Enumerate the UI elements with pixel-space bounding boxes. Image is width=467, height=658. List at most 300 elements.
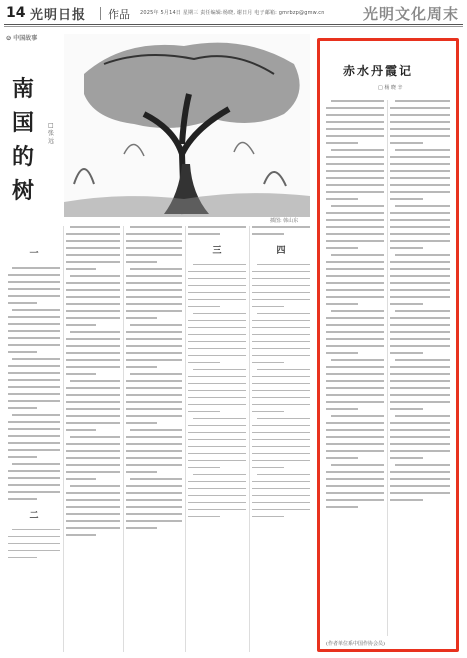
text-line — [331, 415, 384, 417]
text-line — [390, 331, 450, 333]
text-line — [126, 485, 182, 487]
text-line — [326, 394, 384, 396]
text-line — [331, 149, 384, 151]
text-line — [8, 330, 60, 332]
text-line — [126, 289, 182, 291]
text-line — [252, 306, 284, 308]
text-line — [188, 334, 246, 336]
text-line — [390, 226, 450, 228]
text-line — [188, 411, 220, 413]
text-line — [252, 348, 310, 350]
text-line — [390, 247, 423, 249]
text-line — [252, 411, 284, 413]
text-line — [326, 121, 384, 123]
text-line — [8, 442, 60, 444]
text-line — [188, 439, 246, 441]
text-line — [188, 271, 246, 273]
text-line — [331, 205, 384, 207]
text-line — [390, 261, 450, 263]
text-line — [8, 400, 60, 402]
text-line — [252, 460, 310, 462]
text-line — [126, 401, 182, 403]
text-line — [8, 407, 37, 409]
text-line — [326, 184, 384, 186]
text-line — [8, 484, 60, 486]
text-line — [395, 149, 450, 151]
title-char: 国 — [12, 110, 35, 136]
text-line — [188, 425, 246, 427]
text-line — [390, 212, 450, 214]
text-line — [126, 317, 157, 319]
text-line — [126, 261, 157, 263]
text-line — [326, 107, 384, 109]
text-line — [326, 478, 384, 480]
article-title — [12, 72, 44, 208]
text-line — [188, 226, 246, 228]
text-line — [66, 373, 96, 375]
section-heading: 二 — [29, 510, 39, 521]
text-line — [326, 233, 384, 235]
text-line — [66, 317, 120, 319]
text-line — [257, 264, 310, 266]
text-line — [66, 394, 120, 396]
text-line — [252, 509, 310, 511]
text-line — [252, 432, 310, 434]
text-line — [66, 387, 120, 389]
text-line — [326, 499, 384, 501]
text-line — [8, 337, 60, 339]
text-line — [326, 268, 384, 270]
text-line — [390, 450, 450, 452]
text-line — [126, 464, 182, 466]
text-line — [12, 309, 60, 311]
text-column — [66, 226, 120, 541]
text-line — [390, 471, 450, 473]
text-line — [8, 365, 60, 367]
text-line — [252, 446, 310, 448]
text-line — [8, 274, 60, 276]
text-line — [188, 278, 246, 280]
text-line — [126, 366, 157, 368]
text-line — [8, 393, 60, 395]
text-line — [8, 470, 60, 472]
text-line — [252, 271, 310, 273]
text-line — [126, 450, 182, 452]
text-line — [252, 233, 284, 235]
text-line — [331, 310, 384, 312]
text-line — [188, 362, 220, 364]
text-line — [326, 366, 384, 368]
text-line — [390, 324, 450, 326]
text-line — [66, 520, 120, 522]
text-line — [66, 443, 120, 445]
text-line — [193, 474, 246, 476]
text-line — [130, 429, 182, 431]
text-line — [390, 296, 450, 298]
text-line — [395, 254, 450, 256]
text-line — [326, 422, 384, 424]
text-line — [126, 457, 182, 459]
text-line — [326, 408, 358, 410]
text-line — [252, 334, 310, 336]
text-line — [252, 404, 310, 406]
text-line — [188, 292, 246, 294]
text-line — [326, 345, 384, 347]
text-line — [326, 177, 384, 179]
text-line — [252, 390, 310, 392]
text-line — [66, 254, 120, 256]
text-line — [12, 463, 60, 465]
text-line — [66, 534, 96, 536]
text-line — [126, 296, 182, 298]
text-line — [252, 397, 310, 399]
text-line — [8, 379, 60, 381]
text-line — [126, 492, 182, 494]
text-line — [252, 226, 310, 228]
text-line — [130, 373, 182, 375]
text-line — [70, 226, 120, 228]
right-article-byline: □ 杨 晓 辛 — [378, 85, 403, 91]
text-line — [390, 380, 450, 382]
text-line — [326, 240, 384, 242]
text-line — [188, 453, 246, 455]
text-column — [126, 226, 182, 534]
text-line — [331, 359, 384, 361]
text-line — [326, 142, 358, 144]
text-line — [8, 477, 60, 479]
header-rule — [4, 24, 463, 25]
text-line — [193, 369, 246, 371]
text-line — [395, 359, 450, 361]
text-line — [326, 401, 384, 403]
text-line — [188, 327, 246, 329]
text-line — [66, 338, 120, 340]
text-line — [326, 170, 384, 172]
text-line — [252, 502, 310, 504]
text-line — [8, 288, 60, 290]
text-line — [66, 310, 120, 312]
text-line — [66, 450, 120, 452]
text-line — [8, 386, 60, 388]
text-line — [395, 100, 450, 102]
text-line — [326, 261, 384, 263]
column-rule — [387, 100, 388, 636]
header-rule-thin — [4, 26, 463, 27]
text-line — [126, 338, 182, 340]
text-line — [326, 191, 384, 193]
text-line — [390, 191, 450, 193]
text-line — [66, 527, 120, 529]
text-line — [326, 506, 358, 508]
text-line — [257, 474, 310, 476]
header-separator — [100, 7, 101, 20]
text-line — [8, 491, 60, 493]
text-line — [8, 316, 60, 318]
text-line — [126, 254, 182, 256]
text-line — [193, 264, 246, 266]
text-line — [252, 299, 310, 301]
text-line — [126, 352, 182, 354]
text-line — [326, 373, 384, 375]
text-line — [126, 506, 182, 508]
text-line — [252, 362, 284, 364]
tree-illustration — [64, 34, 310, 217]
text-line — [126, 408, 182, 410]
text-line — [390, 317, 450, 319]
text-line — [326, 380, 384, 382]
text-line — [395, 310, 450, 312]
text-line — [252, 292, 310, 294]
text-line — [188, 320, 246, 322]
text-line — [126, 394, 182, 396]
text-line — [326, 226, 384, 228]
text-line — [252, 285, 310, 287]
text-line — [66, 499, 120, 501]
text-line — [390, 156, 450, 158]
text-line — [66, 464, 120, 466]
text-line — [12, 529, 60, 531]
text-line — [70, 380, 120, 382]
text-line — [326, 471, 384, 473]
text-line — [326, 338, 384, 340]
text-line — [390, 408, 423, 410]
column-rule — [249, 226, 250, 652]
text-line — [188, 488, 246, 490]
text-line — [390, 219, 450, 221]
text-line — [252, 495, 310, 497]
title-char: 的 — [12, 144, 35, 170]
text-line — [252, 453, 310, 455]
text-line — [66, 429, 96, 431]
text-line — [126, 387, 182, 389]
text-line — [66, 296, 120, 298]
text-line — [326, 387, 384, 389]
text-line — [326, 275, 384, 277]
text-line — [326, 128, 384, 130]
text-line — [188, 516, 220, 518]
text-line — [8, 536, 60, 538]
text-line — [188, 467, 220, 469]
text-line — [66, 240, 120, 242]
text-line — [126, 436, 182, 438]
text-line — [390, 107, 450, 109]
text-line — [130, 478, 182, 480]
text-line — [326, 443, 384, 445]
text-line — [8, 372, 60, 374]
text-line — [390, 478, 450, 480]
text-column — [252, 226, 310, 523]
text-line — [188, 383, 246, 385]
text-line — [66, 261, 120, 263]
text-line — [66, 408, 120, 410]
text-line — [126, 282, 182, 284]
text-line — [188, 481, 246, 483]
text-line — [326, 163, 384, 165]
text-line — [326, 247, 358, 249]
text-line — [326, 352, 358, 354]
text-line — [390, 170, 450, 172]
section-name: 作品 — [108, 8, 130, 21]
text-line — [126, 359, 182, 361]
text-line — [8, 421, 60, 423]
text-line — [252, 467, 284, 469]
text-line — [252, 425, 310, 427]
text-line — [66, 366, 120, 368]
text-line — [188, 432, 246, 434]
text-line — [66, 233, 120, 235]
text-line — [390, 492, 450, 494]
text-line — [390, 163, 450, 165]
text-line — [390, 184, 450, 186]
text-line — [390, 443, 450, 445]
text-line — [126, 380, 182, 382]
title-char: 树 — [12, 178, 35, 204]
masthead: 光明日报 — [30, 8, 87, 23]
text-line — [326, 429, 384, 431]
text-line — [390, 401, 450, 403]
text-line — [126, 247, 182, 249]
text-line — [8, 281, 60, 283]
text-line — [188, 495, 246, 497]
text-line — [390, 121, 450, 123]
text-line — [126, 233, 182, 235]
text-line — [66, 247, 120, 249]
text-line — [252, 516, 284, 518]
text-line — [252, 327, 310, 329]
text-line — [326, 485, 384, 487]
text-line — [326, 282, 384, 284]
text-line — [66, 506, 120, 508]
text-column — [390, 100, 450, 506]
text-line — [252, 376, 310, 378]
text-line — [390, 303, 423, 305]
text-line — [126, 443, 182, 445]
text-line — [390, 240, 450, 242]
text-line — [326, 331, 384, 333]
text-line — [331, 464, 384, 466]
text-line — [390, 499, 423, 501]
text-line — [395, 205, 450, 207]
text-line — [326, 450, 384, 452]
text-line — [390, 177, 450, 179]
text-line — [252, 481, 310, 483]
text-line — [326, 436, 384, 438]
text-line — [188, 233, 220, 235]
text-line — [331, 100, 384, 102]
text-line — [326, 156, 384, 158]
page-number: 14 — [6, 5, 26, 21]
text-line — [326, 212, 384, 214]
text-line — [12, 358, 60, 360]
right-article-title: 赤水丹霞记 — [343, 64, 414, 78]
text-line — [8, 543, 60, 545]
text-column — [8, 238, 60, 564]
text-line — [390, 282, 450, 284]
text-line — [326, 296, 384, 298]
text-line — [390, 233, 450, 235]
text-line — [326, 303, 358, 305]
text-line — [70, 275, 120, 277]
text-line — [188, 285, 246, 287]
text-line — [66, 303, 120, 305]
text-line — [70, 331, 120, 333]
weekly-title: 光明文化周末 — [362, 5, 459, 23]
text-line — [8, 428, 60, 430]
text-line — [395, 415, 450, 417]
text-line — [188, 348, 246, 350]
text-line — [66, 289, 120, 291]
text-line — [252, 383, 310, 385]
text-line — [326, 492, 384, 494]
text-column — [326, 100, 384, 513]
text-line — [8, 295, 60, 297]
text-line — [8, 323, 60, 325]
section-heading: 三 — [212, 245, 222, 256]
text-line — [130, 226, 182, 228]
text-line — [390, 275, 450, 277]
text-line — [8, 351, 37, 353]
text-line — [126, 422, 157, 424]
text-line — [66, 352, 120, 354]
text-line — [252, 488, 310, 490]
text-line — [126, 499, 182, 501]
text-line — [252, 341, 310, 343]
text-line — [126, 415, 182, 417]
text-line — [390, 128, 450, 130]
text-line — [66, 324, 96, 326]
text-line — [390, 198, 423, 200]
text-line — [331, 254, 384, 256]
text-line — [326, 114, 384, 116]
text-line — [66, 282, 120, 284]
text-line — [66, 359, 120, 361]
text-line — [188, 404, 246, 406]
text-line — [8, 498, 37, 500]
column-rule — [123, 226, 124, 652]
illustration-caption: 插图: 韩山东 — [270, 218, 299, 224]
text-line — [257, 418, 310, 420]
text-line — [126, 520, 182, 522]
column-rule — [63, 226, 64, 652]
section-heading: 一 — [29, 249, 39, 259]
text-line — [188, 509, 246, 511]
text-line — [257, 369, 310, 371]
text-line — [8, 557, 37, 559]
text-line — [390, 485, 450, 487]
text-line — [390, 394, 450, 396]
text-line — [188, 341, 246, 343]
text-line — [66, 401, 120, 403]
text-line — [126, 240, 182, 242]
text-line — [390, 387, 450, 389]
text-line — [390, 422, 450, 424]
text-line — [8, 302, 37, 304]
text-line — [326, 289, 384, 291]
text-line — [188, 502, 246, 504]
text-line — [188, 355, 246, 357]
text-line — [252, 439, 310, 441]
text-line — [66, 268, 96, 270]
text-line — [252, 278, 310, 280]
text-line — [126, 275, 182, 277]
text-line — [126, 513, 182, 515]
text-line — [66, 457, 120, 459]
badge-icon: ❻ — [6, 35, 12, 42]
text-line — [70, 485, 120, 487]
text-line — [66, 415, 120, 417]
text-line — [193, 418, 246, 420]
page-header — [0, 0, 467, 26]
